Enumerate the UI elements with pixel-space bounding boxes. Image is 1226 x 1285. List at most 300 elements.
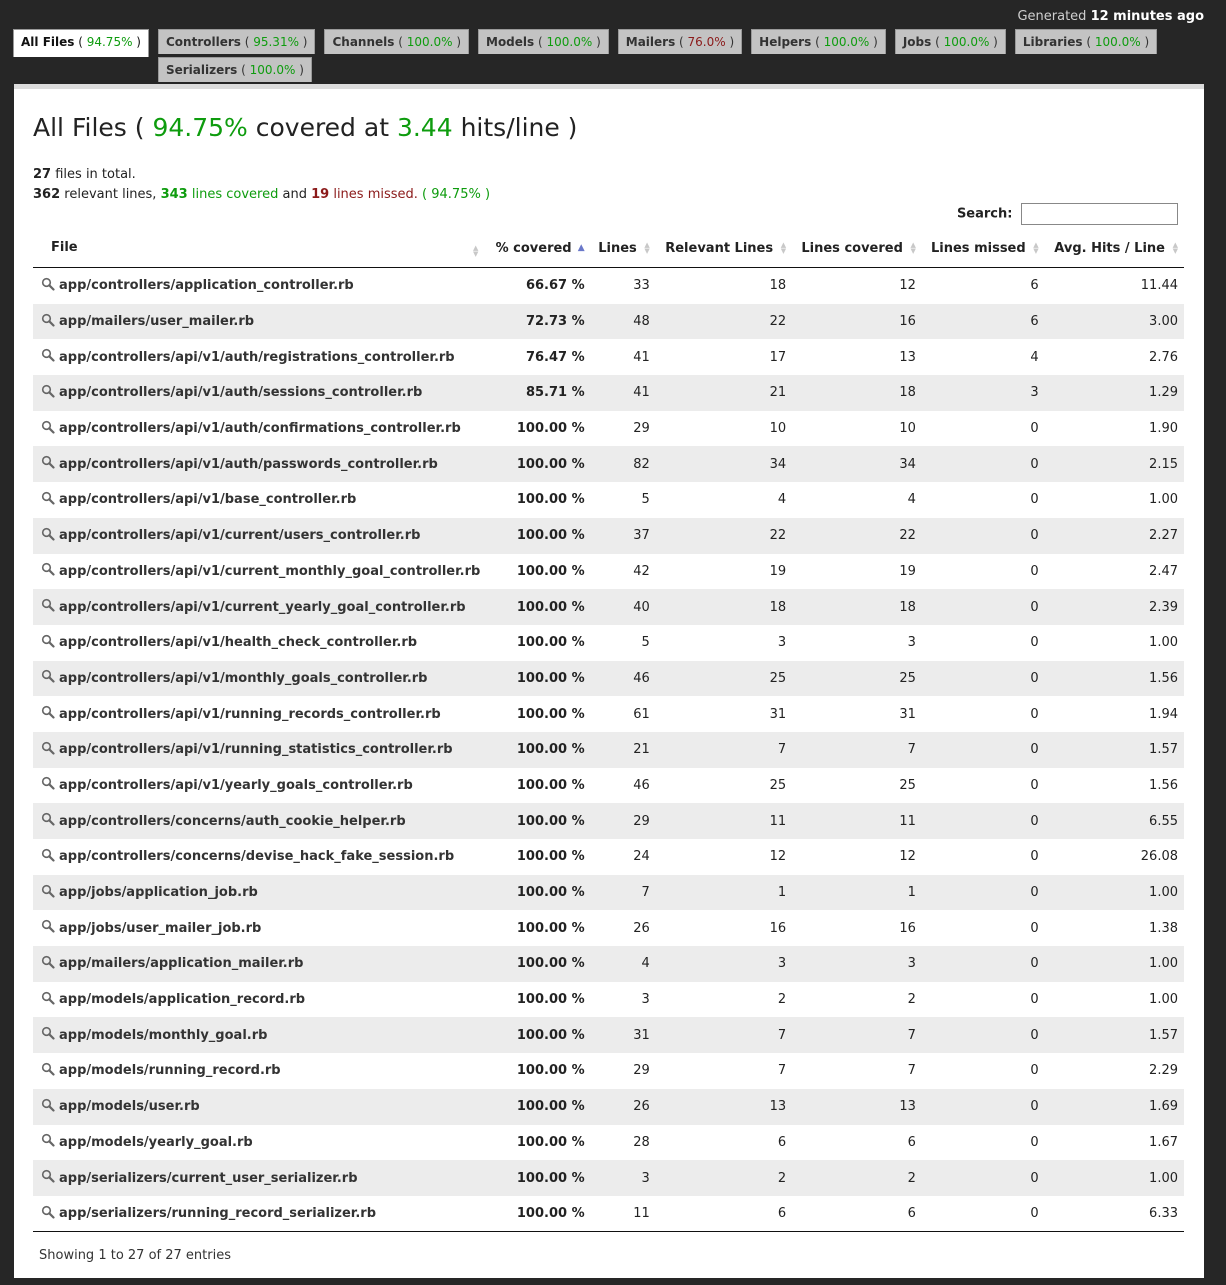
tab-label: All Files [21, 35, 75, 49]
coverage-cell: 100.00 % [516, 635, 585, 651]
lines-covered-cell: 6 [907, 1134, 916, 1150]
avg-hits-cell: 1.56 [1149, 777, 1178, 793]
tab-paren-open: ( [534, 35, 547, 49]
lines-covered-cell: 16 [792, 304, 922, 340]
relevant-lines-cell: 25 [769, 777, 787, 793]
magnifier-icon[interactable] [41, 955, 55, 969]
tab-paren-close: ) [989, 35, 998, 49]
table-row [33, 411, 1184, 447]
lines-covered-cell: 2 [792, 1160, 922, 1196]
tab-coverage-pct: 95.31% [253, 35, 299, 49]
file-link[interactable]: app/controllers/api/v1/monthly_goals_controller.rb [59, 670, 428, 686]
column-header-file[interactable] [33, 230, 487, 268]
covered-count: 343 [160, 187, 188, 202]
file-cell [33, 554, 487, 590]
tab-label: Mailers [625, 35, 676, 49]
file-cell [33, 661, 487, 697]
relevant-lines-cell: 21 [656, 375, 792, 411]
lines-cell: 7 [591, 875, 656, 911]
magnifier-icon[interactable] [41, 776, 55, 790]
file-list-table [33, 230, 1184, 1232]
magnifier-icon[interactable] [41, 1205, 55, 1219]
lines-covered-cell: 10 [899, 421, 916, 437]
file-link[interactable]: app/models/yearly_goal.rb [59, 1134, 253, 1150]
avg-hits-cell: 2.76 [1149, 349, 1178, 365]
avg-hits-cell: 1.38 [1149, 920, 1178, 936]
column-header-label: Lines covered [801, 241, 903, 256]
table-row [33, 661, 1184, 697]
avg-hits-cell: 1.56 [1045, 661, 1184, 697]
file-cell [33, 1125, 487, 1161]
file-link[interactable]: app/controllers/api/v1/yearly_goals_controller.rb [59, 777, 413, 793]
lines-covered-cell: 11 [792, 803, 922, 839]
magnifier-icon[interactable] [41, 491, 55, 505]
file-link[interactable]: app/controllers/api/v1/auth/registrations_controller.rb [59, 349, 455, 365]
lines-cell: 82 [591, 446, 656, 482]
lines-covered-cell: 16 [899, 920, 916, 936]
tab-paren-close: ) [1140, 35, 1150, 49]
tab-channels[interactable] [324, 29, 469, 54]
tab-controllers[interactable] [158, 29, 316, 54]
lines-missed-cell: 0 [1030, 1134, 1039, 1150]
covered-label: lines covered [191, 187, 279, 202]
files-total: 27 [33, 167, 52, 182]
table-row [33, 839, 1184, 875]
relevant-lines-cell: 1 [656, 875, 792, 911]
group-tabs [13, 29, 1213, 85]
sort-arrows-icon: ▲ ▼ [473, 243, 479, 258]
sort-arrows-icon: ▲ ▼ [910, 240, 916, 255]
lines-missed-cell: 0 [922, 946, 1045, 982]
magnifier-icon[interactable] [41, 277, 55, 291]
magnifier-icon[interactable] [41, 634, 55, 648]
magnifier-icon[interactable] [41, 348, 55, 362]
lines-missed-cell: 0 [922, 589, 1045, 625]
column-header-label: Relevant Lines [665, 241, 774, 256]
lines-cell: 40 [591, 589, 656, 625]
coverage-cell: 100.00 % [487, 518, 591, 554]
file-link[interactable]: app/controllers/api/v1/base_controller.rb [59, 492, 357, 508]
title-prefix: All Files ( [33, 113, 145, 142]
relevant-lines-cell: 19 [769, 563, 787, 579]
file-link[interactable]: app/controllers/api/v1/auth/sessions_controller.rb [59, 385, 423, 401]
lines-missed-cell: 0 [1030, 492, 1039, 508]
coverage-cell: 100.00 % [487, 875, 591, 911]
magnifier-icon[interactable] [41, 1098, 55, 1112]
avg-hits-cell: 11.44 [1140, 278, 1178, 294]
file-link[interactable]: app/controllers/api/v1/health_check_controller.rb [59, 635, 418, 651]
lines-covered-cell: 12 [899, 278, 916, 294]
tab-paren-open: ( [394, 35, 407, 49]
lines-cell: 3 [641, 992, 650, 1008]
file-link[interactable]: app/models/user.rb [59, 1099, 200, 1115]
lines-cell: 48 [591, 304, 656, 340]
title-mid: covered at [255, 113, 389, 142]
table-row [33, 339, 1184, 375]
coverage-cell: 100.00 % [487, 589, 591, 625]
search-label: Search: [956, 206, 1013, 222]
tab-label: Jobs [902, 35, 932, 49]
tab-coverage-pct: 100.0% [546, 35, 593, 49]
magnifier-icon[interactable] [41, 1169, 55, 1183]
coverage-cell: 100.00 % [516, 1134, 585, 1150]
search-input[interactable] [1021, 203, 1178, 225]
lines-missed-cell: 0 [1030, 1206, 1039, 1222]
lines-covered-cell: 34 [792, 446, 922, 482]
avg-hits-cell: 26.08 [1140, 849, 1178, 865]
tab-coverage-pct: 100.0% [406, 35, 453, 49]
magnifier-icon[interactable] [41, 919, 55, 933]
lines-cell: 21 [591, 732, 656, 768]
coverage-cell: 100.00 % [487, 661, 591, 697]
tab-mailers[interactable] [618, 29, 742, 54]
avg-hits-cell: 2.39 [1045, 589, 1184, 625]
file-link[interactable]: app/controllers/api/v1/auth/passwords_controller.rb [59, 456, 438, 472]
tab-paren-open: ( [931, 35, 944, 49]
coverage-cell: 100.00 % [516, 777, 585, 793]
table-row [33, 589, 1184, 625]
tab-paren-open: ( [240, 35, 254, 49]
tab-coverage-pct: 100.0% [823, 35, 870, 49]
magnifier-icon[interactable] [41, 527, 55, 541]
table-row [33, 803, 1184, 839]
magnifier-icon[interactable] [41, 848, 55, 862]
lines-missed-cell: 3 [922, 375, 1045, 411]
file-cell [33, 768, 487, 804]
tab-paren-close: ) [452, 35, 461, 49]
title-suffix: hits/line ) [460, 113, 578, 142]
magnifier-icon[interactable] [41, 705, 55, 719]
table-row [33, 1053, 1184, 1089]
tab-coverage-pct: 76.0% [687, 35, 726, 49]
tab-label: Controllers [165, 35, 241, 49]
lines-cell: 46 [633, 777, 650, 793]
lines-cell: 41 [591, 375, 656, 411]
tab-label: Libraries [1022, 35, 1083, 49]
avg-hits-cell: 1.69 [1045, 1089, 1184, 1125]
tab-coverage-pct: 94.75% [86, 35, 133, 49]
tab-serializers[interactable] [158, 57, 312, 82]
magnifier-icon[interactable] [41, 598, 55, 612]
lines-covered-cell: 25 [899, 777, 916, 793]
avg-hits-cell: 2.29 [1149, 1063, 1178, 1079]
coverage-cell: 100.00 % [487, 1160, 591, 1196]
table-row [33, 982, 1184, 1018]
sort-arrows-icon: ▲ [577, 242, 585, 253]
lines-cell: 26 [633, 920, 650, 936]
tab-paren-close: ) [295, 63, 304, 77]
file-link[interactable]: app/mailers/application_mailer.rb [59, 956, 304, 972]
magnifier-icon[interactable] [41, 884, 55, 898]
lines-cell: 4 [591, 946, 656, 982]
tab-paren-close: ) [592, 35, 601, 49]
lines-cell: 37 [591, 518, 656, 554]
relevant-lines-cell: 3 [656, 946, 792, 982]
file-cell [33, 339, 487, 375]
avg-hits-cell: 6.33 [1149, 1206, 1178, 1222]
coverage-cell: 100.00 % [516, 563, 585, 579]
file-cell [33, 589, 487, 625]
table-row [33, 1160, 1184, 1196]
file-link[interactable]: app/serializers/running_record_serializer.rb [59, 1206, 376, 1222]
tab-paren-close: ) [725, 35, 735, 49]
magnifier-icon[interactable] [41, 420, 55, 434]
table-row [33, 696, 1184, 732]
lines-missed-cell: 6 [922, 304, 1045, 340]
sort-arrows-icon: ▲ ▼ [644, 240, 650, 255]
lines-cell: 28 [633, 1134, 650, 1150]
title-coverage-pct: 94.75% [152, 113, 248, 142]
lines-missed-cell: 0 [1030, 635, 1039, 651]
relevant-lines-cell: 22 [656, 304, 792, 340]
file-link[interactable]: app/controllers/api/v1/current/users_controller.rb [59, 528, 421, 544]
lines-missed-cell: 0 [1030, 706, 1039, 722]
coverage-cell: 100.00 % [516, 849, 585, 865]
magnifier-icon[interactable] [41, 1133, 55, 1147]
lines-cell: 29 [591, 803, 656, 839]
sort-arrows-icon: ▲ ▼ [1033, 240, 1039, 255]
lines-cell: 29 [633, 421, 650, 437]
lines-covered-cell: 2 [907, 992, 916, 1008]
coverage-cell: 100.00 % [487, 946, 591, 982]
lines-missed-cell: 6 [1030, 278, 1039, 294]
lines-covered-cell: 7 [792, 1017, 922, 1053]
coverage-cell: 72.73 % [487, 304, 591, 340]
avg-hits-cell: 2.47 [1149, 563, 1178, 579]
relevant-lines-cell: 2 [656, 1160, 792, 1196]
column-header-lines[interactable] [591, 230, 656, 268]
avg-hits-cell: 1.57 [1045, 732, 1184, 768]
avg-hits-cell: 1.00 [1149, 635, 1178, 651]
file-cell [33, 946, 487, 982]
lines-covered-cell: 18 [792, 375, 922, 411]
file-link[interactable]: app/models/monthly_goal.rb [59, 1027, 268, 1043]
magnifier-icon[interactable] [41, 812, 55, 826]
tab-all-files[interactable] [13, 29, 149, 57]
relevant-lines-cell: 11 [656, 803, 792, 839]
coverage-cell: 100.00 % [516, 421, 585, 437]
table-row [33, 446, 1184, 482]
relevant-lines-cell: 7 [656, 1017, 792, 1053]
file-cell [33, 1196, 487, 1232]
magnifier-icon[interactable] [41, 1062, 55, 1076]
lines-missed-cell: 0 [1030, 849, 1039, 865]
lines-covered-cell: 3 [907, 635, 916, 651]
file-link[interactable]: app/jobs/application_job.rb [59, 885, 258, 901]
file-cell [33, 982, 487, 1018]
lines-missed-cell: 0 [922, 732, 1045, 768]
tab-helpers[interactable] [751, 29, 886, 54]
lines-covered-cell: 13 [899, 349, 916, 365]
column-header-avg-hits[interactable] [1045, 230, 1184, 268]
tab-paren-open: ( [675, 35, 688, 49]
coverage-cell: 100.00 % [487, 446, 591, 482]
file-cell [33, 411, 487, 447]
magnifier-icon[interactable] [41, 562, 55, 576]
missed-count: 19 [311, 187, 330, 202]
tab-label: Helpers [759, 35, 812, 49]
missed-summary [311, 187, 418, 202]
relevant-lines-cell: 12 [769, 849, 787, 865]
lines-covered-cell: 7 [792, 732, 922, 768]
file-cell [33, 696, 487, 732]
avg-hits-cell: 2.27 [1045, 518, 1184, 554]
coverage-cell: 76.47 % [525, 349, 585, 365]
file-link[interactable]: app/controllers/application_controller.rb [59, 278, 354, 294]
magnifier-icon[interactable] [41, 991, 55, 1005]
file-link[interactable]: app/mailers/user_mailer.rb [59, 314, 255, 330]
title-hits: 3.44 [396, 113, 453, 142]
avg-hits-cell: 1.00 [1149, 492, 1178, 508]
and-label: and [282, 187, 307, 202]
file-link[interactable]: app/controllers/api/v1/current_yearly_goal_controller.rb [59, 599, 466, 615]
lines-cell: 3 [591, 1160, 656, 1196]
lines-missed-cell: 0 [922, 446, 1045, 482]
relevant-lines-cell: 6 [777, 1134, 787, 1150]
content-panel [14, 84, 1204, 1278]
file-cell [33, 803, 487, 839]
tab-coverage-pct: 100.0% [1094, 35, 1141, 49]
file-cell [33, 518, 487, 554]
sort-arrows-icon: ▲ ▼ [1172, 240, 1178, 255]
coverage-cell: 100.00 % [487, 1089, 591, 1125]
tab-label: Models [486, 35, 535, 49]
table-row [33, 1125, 1184, 1161]
lines-missed-cell: 0 [922, 661, 1045, 697]
file-cell [33, 1053, 487, 1089]
coverage-cell: 100.00 % [487, 1017, 591, 1053]
file-link[interactable]: app/controllers/api/v1/current_monthly_goal_controller.rb [59, 563, 481, 579]
relevant-lines-cell: 18 [769, 278, 787, 294]
coverage-cell: 100.00 % [516, 1063, 585, 1079]
table-row [33, 625, 1184, 661]
file-cell [33, 1089, 487, 1125]
table-row [33, 910, 1184, 946]
file-link[interactable]: app/models/application_record.rb [59, 992, 306, 1008]
lines-missed-cell: 4 [1030, 349, 1039, 365]
table-header-row [33, 230, 1184, 268]
lines-missed-cell: 0 [1030, 920, 1039, 936]
file-cell [33, 446, 487, 482]
table-row [33, 875, 1184, 911]
lines-cell: 31 [591, 1017, 656, 1053]
tab-label: Serializers [165, 63, 238, 77]
file-link[interactable]: app/controllers/concerns/devise_hack_fake_session.rb [59, 849, 455, 865]
file-cell [33, 839, 487, 875]
sort-arrows-icon: ▲ ▼ [780, 240, 787, 255]
column-header-lines-covered[interactable] [792, 230, 922, 268]
table-row [33, 732, 1184, 768]
tab-libraries[interactable] [1015, 29, 1157, 54]
lines-covered-cell: 25 [792, 661, 922, 697]
lines-covered-cell: 13 [792, 1089, 922, 1125]
lines-covered-cell: 3 [792, 946, 922, 982]
avg-hits-cell: 1.00 [1045, 875, 1184, 911]
table-row [33, 482, 1184, 518]
column-header-covered-pct[interactable] [487, 230, 591, 268]
column-header-label: File [51, 239, 78, 255]
avg-hits-cell: 1.94 [1149, 706, 1178, 722]
coverage-summary [33, 165, 490, 205]
relevant-lines-cell: 7 [656, 732, 792, 768]
relevant-lines-cell: 16 [769, 920, 787, 936]
lines-cell: 11 [633, 1206, 650, 1222]
tab-models[interactable] [478, 29, 609, 54]
generated-timestamp [1017, 9, 1204, 24]
lines-missed-cell: 0 [922, 803, 1045, 839]
file-cell [33, 482, 487, 518]
missed-label: lines missed. [333, 187, 418, 202]
avg-hits-cell: 1.90 [1149, 421, 1178, 437]
lines-cell: 33 [633, 278, 650, 294]
file-cell [33, 375, 487, 411]
file-link[interactable]: app/controllers/api/v1/running_records_controller.rb [59, 706, 441, 722]
coverage-cell: 100.00 % [516, 992, 585, 1008]
file-cell [33, 304, 487, 340]
coverage-cell: 100.00 % [516, 1206, 585, 1222]
column-header-relevant-lines[interactable] [656, 230, 792, 268]
magnifier-icon[interactable] [41, 384, 55, 398]
page-title [33, 113, 577, 142]
file-link[interactable]: app/controllers/concerns/auth_cookie_helper.rb [59, 813, 406, 829]
lines-covered-cell: 1 [792, 875, 922, 911]
table-row [33, 518, 1184, 554]
relevant-lines-cell: 10 [769, 421, 787, 437]
coverage-cell: 100.00 % [516, 920, 585, 936]
lines-cell: 26 [591, 1089, 656, 1125]
file-link[interactable]: app/jobs/user_mailer_job.rb [59, 920, 262, 936]
relevant-lines-cell: 25 [656, 661, 792, 697]
coverage-cell: 66.67 % [525, 278, 585, 294]
entries-info: Showing 1 to 27 of 27 entries [39, 1248, 231, 1263]
file-link[interactable]: app/serializers/current_user_serializer.rb [59, 1170, 358, 1186]
file-cell [33, 875, 487, 911]
search-box [957, 203, 1178, 225]
coverage-cell: 100.00 % [516, 706, 585, 722]
magnifier-icon[interactable] [41, 455, 55, 469]
table-row [33, 375, 1184, 411]
summary-pct: ( 94.75% ) [422, 187, 491, 202]
avg-hits-cell: 1.00 [1045, 946, 1184, 982]
tab-jobs[interactable] [895, 29, 1006, 54]
tab-paren-close: ) [869, 35, 878, 49]
magnifier-icon[interactable] [41, 1026, 55, 1040]
file-link[interactable]: app/controllers/api/v1/running_statistics_controller.rb [59, 742, 453, 758]
generated-ago: 12 minutes ago [1090, 9, 1204, 24]
magnifier-icon[interactable] [41, 669, 55, 683]
relevant-lines-cell: 34 [656, 446, 792, 482]
relevant-lines-cell: 17 [769, 349, 787, 365]
covered-summary [161, 187, 279, 202]
table-footer-divider [33, 1231, 1184, 1232]
lines-cell: 24 [633, 849, 650, 865]
relevant-lines-cell: 7 [777, 1063, 787, 1079]
coverage-cell: 100.00 % [487, 732, 591, 768]
relevant-lines-cell: 3 [777, 635, 787, 651]
files-total-line [33, 165, 490, 185]
column-header-lines-missed[interactable] [922, 230, 1045, 268]
magnifier-icon[interactable] [41, 741, 55, 755]
table-row [33, 1089, 1184, 1125]
file-link[interactable]: app/models/running_record.rb [59, 1063, 281, 1079]
relevant-count: 362 [33, 187, 61, 202]
magnifier-icon[interactable] [41, 313, 55, 327]
lines-covered-cell: 6 [907, 1206, 916, 1222]
relevant-label: relevant lines, [64, 187, 157, 202]
lines-cell: 42 [633, 563, 650, 579]
file-link[interactable]: app/controllers/api/v1/auth/confirmations_controller.rb [59, 421, 461, 437]
avg-hits-cell: 1.00 [1045, 1160, 1184, 1196]
